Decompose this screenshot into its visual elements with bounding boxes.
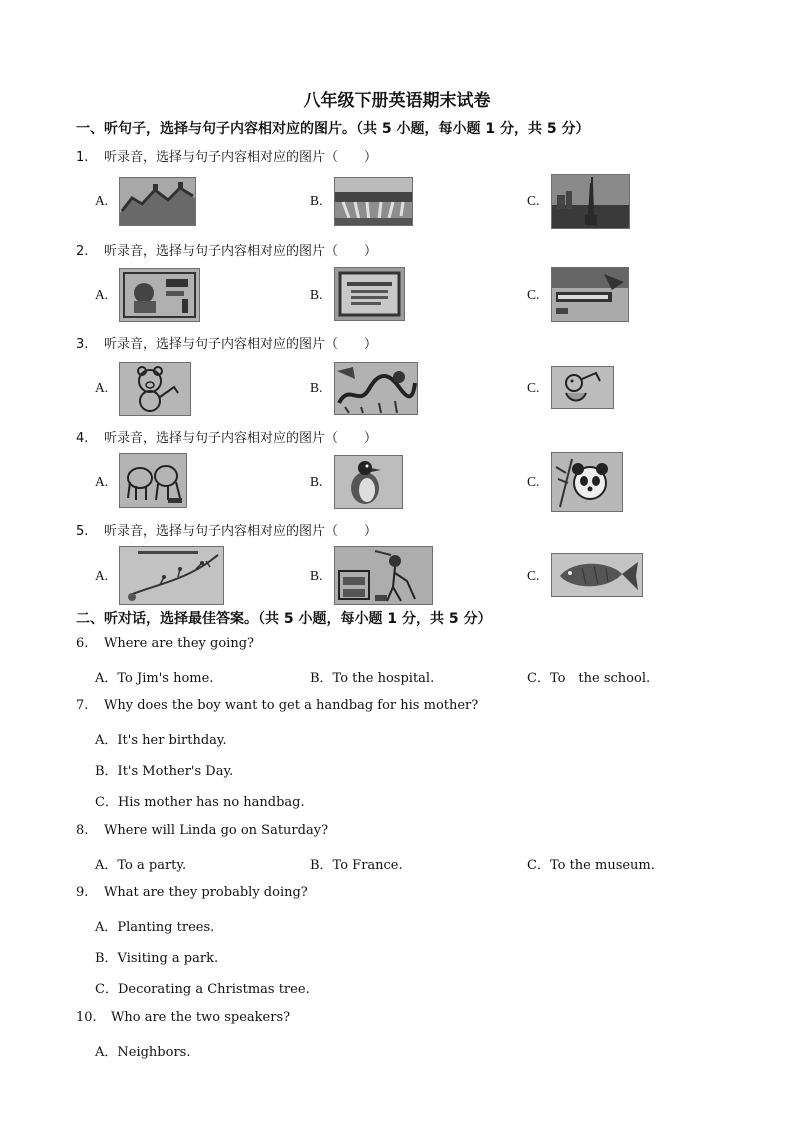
option-a[interactable]: A．To a party. xyxy=(95,858,187,873)
option-a-label: A. xyxy=(95,380,109,395)
question-1 xyxy=(76,146,377,165)
question-9 xyxy=(76,885,308,900)
option-b-label: B. xyxy=(310,193,323,208)
option-b[interactable]: B．To the hospital. xyxy=(310,671,435,686)
option-b[interactable]: B．Visiting a park. xyxy=(95,951,219,966)
certificate-picture[interactable] xyxy=(334,267,405,321)
question-4 xyxy=(76,427,377,446)
girl-cleaning-picture[interactable] xyxy=(334,546,433,605)
question-text: 听录音，选择与句子内容相对应的图片（ ） xyxy=(104,524,378,539)
option-c[interactable]: C．To the school. xyxy=(527,671,651,686)
dragon-dance-picture[interactable] xyxy=(334,362,418,415)
option-a[interactable]: A．Planting trees. xyxy=(95,920,215,935)
option-a[interactable]: A．To Jim's home. xyxy=(95,671,214,686)
question-text: What are they probably doing? xyxy=(104,885,308,900)
option-b-label: B. xyxy=(310,568,323,583)
option-b[interactable]: B．It's Mother's Day. xyxy=(95,764,234,779)
cartoon-animal-picture[interactable] xyxy=(551,366,614,409)
great-wall-picture[interactable] xyxy=(119,177,196,226)
question-text: Where will Linda go on Saturday? xyxy=(104,823,329,838)
question-text: 听录音，选择与句子内容相对应的图片（ ） xyxy=(104,431,378,446)
option-a[interactable]: A．It's her birthday. xyxy=(95,733,227,748)
penguin-picture[interactable] xyxy=(334,455,403,509)
option-c-label: C. xyxy=(527,287,540,302)
option-c[interactable]: C．To the museum. xyxy=(527,858,655,873)
fish-picture[interactable] xyxy=(551,553,643,597)
option-b[interactable]: B．To France. xyxy=(310,858,403,873)
section-2-heading: 二、听对话，选择最佳答案。（共 5 小题，每小题 1 分，共 5 分） xyxy=(76,611,492,627)
statue-of-liberty-picture[interactable] xyxy=(551,174,630,229)
option-c-label: C. xyxy=(527,568,540,583)
question-number: 3. xyxy=(76,337,89,352)
question-2 xyxy=(76,240,377,259)
option-b-label: B. xyxy=(310,474,323,489)
option-c[interactable]: C．Decorating a Christmas tree. xyxy=(95,982,310,997)
panda-picture[interactable] xyxy=(551,452,623,512)
option-a-label: A. xyxy=(95,193,109,208)
option-a-label: A. xyxy=(95,474,109,489)
question-text: Who are the two speakers? xyxy=(111,1010,291,1025)
question-number: 6. xyxy=(76,636,89,651)
option-b-label: B. xyxy=(310,380,323,395)
option-c-label: C. xyxy=(527,193,540,208)
poster-picture[interactable] xyxy=(119,268,200,322)
option-a-label: A. xyxy=(95,287,109,302)
section-1-heading: 一、听句子，选择与句子内容相对应的图片。（共 5 小题，每小题 1 分，共 5 分） xyxy=(76,121,590,137)
question-text: 听录音，选择与句子内容相对应的图片（ ） xyxy=(104,337,378,352)
question-number: 8. xyxy=(76,823,89,838)
option-c[interactable]: C．His mother has no handbag. xyxy=(95,795,305,810)
option-c-label: C. xyxy=(527,474,540,489)
question-7 xyxy=(76,698,478,713)
ticket-picture[interactable] xyxy=(551,267,629,322)
branch-poster-picture[interactable] xyxy=(119,546,224,605)
question-10 xyxy=(76,1010,290,1025)
question-text: 听录音，选择与句子内容相对应的图片（ ） xyxy=(104,244,378,259)
question-number: 7. xyxy=(76,698,89,713)
question-text: 听录音，选择与句子内容相对应的图片（ ） xyxy=(104,150,378,165)
question-6 xyxy=(76,636,254,651)
waterfall-picture[interactable] xyxy=(334,177,413,226)
question-number: 5. xyxy=(76,524,89,539)
exam-title: 八年级下册英语期末试卷 xyxy=(303,91,491,111)
option-c-label: C. xyxy=(527,380,540,395)
question-number: 4. xyxy=(76,431,89,446)
question-8 xyxy=(76,823,328,838)
elephants-picture[interactable] xyxy=(119,453,187,508)
question-5 xyxy=(76,520,377,539)
question-3 xyxy=(76,333,377,352)
question-number: 10. xyxy=(76,1010,97,1025)
pig-picture[interactable] xyxy=(119,362,191,416)
option-a[interactable]: A．Neighbors. xyxy=(95,1045,191,1060)
question-number: 9. xyxy=(76,885,89,900)
option-b-label: B. xyxy=(310,287,323,302)
question-text: Where are they going? xyxy=(104,636,254,651)
option-a-label: A. xyxy=(95,568,109,583)
question-text: Why does the boy want to get a handbag for his mother? xyxy=(104,698,479,713)
question-number: 2. xyxy=(76,244,89,259)
question-number: 1. xyxy=(76,150,89,165)
